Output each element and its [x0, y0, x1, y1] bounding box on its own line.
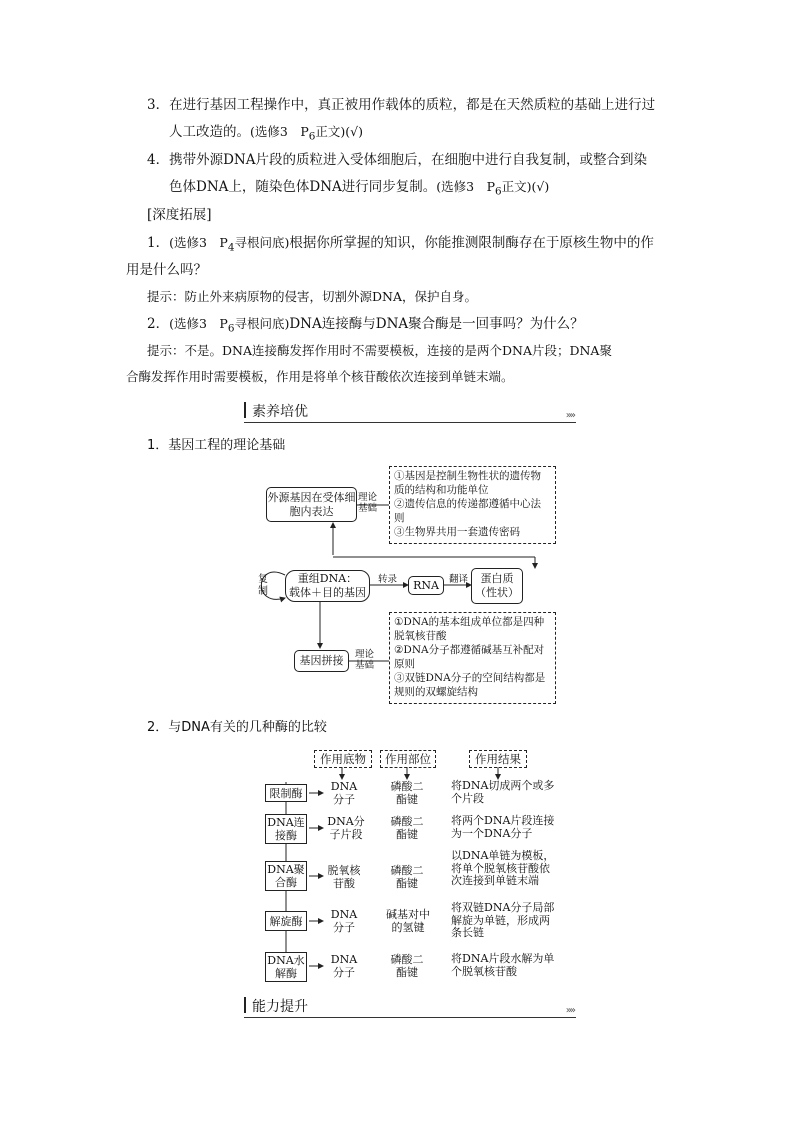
para-3-text: 人工改造的。 [169, 124, 250, 140]
result-cell: 将DNA切成两个或多个片段 [451, 779, 555, 805]
theory-label-2: 理论 基础 [355, 649, 375, 671]
hint-1: 提示：防止外来病原物的侵害，切割外源DNA，保护自身。 [147, 289, 477, 304]
question-1-line1: 1．(选修3 $P_4$寻根问底)根据你所掌握的知识，你能推测限制酶存在于原核生物中的作 [147, 235, 654, 254]
question-2: 2．(选修3 $P_6$寻根问底)DNA连接酶与DNA聚合酶是一回事吗？为什么？ [147, 316, 584, 335]
express-box: 外源基因在受体细胞内表达 [266, 487, 357, 522]
enzyme-helicase: 解旋酶 [265, 911, 307, 931]
hint-2-line1: 提示：不是。DNA连接酶发挥作用时不需要模板，连接的是两个DNA片段；DNA聚 [147, 343, 612, 358]
theory-label-1: 理论 基础 [358, 492, 378, 514]
site-cell: 磷酸二酯键 [390, 780, 424, 806]
substrate-cell: DNA分子 [330, 908, 358, 934]
para-3-source: (选修3 $P_6$正文)(√) [250, 124, 363, 143]
question-2-source: (选修3 $P_6$寻根问底) [169, 316, 290, 335]
protein-box: 蛋白质 （性状） [471, 568, 523, 604]
translate-label: 翻译 [449, 574, 469, 585]
header-result: 作用结果 [469, 750, 527, 768]
gene-splice-box: 基因拼接 [294, 650, 349, 672]
site-cell: 碱基对中的氢键 [386, 908, 430, 934]
site-cell: 磷酸二酯键 [390, 864, 424, 890]
subheading-enzymes: 2．与DNA有关的几种酶的比较 [147, 720, 327, 735]
para-3-line1: 3．在进行基因工程操作中，真正被用作载体的质粒，都是在天然质粒的基础上进行过 [147, 97, 656, 113]
result-cell: 将双链DNA分子局部解旋为单链，形成两条长链 [451, 901, 555, 939]
replicate-label: 复制 [258, 574, 268, 597]
result-cell: 将两个DNA片段连接为一个DNA分子 [451, 814, 555, 840]
para-4-line1: 4．携带外源DNA片段的质粒进入受体细胞后，在细胞中进行自我复制，或整合到染 [147, 152, 647, 168]
section-marker [244, 997, 246, 1013]
theory-1-item: ①基因是控制生物性状的遗传物质的结构和功能单位 [394, 470, 541, 496]
theory-2-item: ②DNA分子都遵循碱基互补配对原则 [394, 644, 545, 670]
theory-box-2 [389, 612, 556, 704]
result-cell: 以DNA单链为模板，将单个脱氧核苷酸依次连接到单链末端 [451, 849, 555, 887]
para-4-text: 色体DNA上，随染色体DNA进行同步复制。 [169, 179, 437, 195]
double-chevron-icon: »» [565, 1005, 574, 1016]
question-1-line2: 用是什么吗？ [126, 262, 207, 278]
substrate-cell: DNA分子 [330, 780, 358, 806]
section-title: 能力提升 [252, 999, 308, 1015]
theory-box-1 [389, 466, 556, 544]
theory-1-item: ②遗传信息的传递都遵循中心法则 [394, 498, 541, 524]
hint-2-line2: 合酶发挥作用时需要模板，作用是将单个核苷酸依次连接到单链末端。 [126, 369, 514, 384]
section-bar-ability [244, 995, 576, 1018]
substrate-cell: 脱氧核苷酸 [327, 864, 361, 890]
enzyme-restriction: 限制酶 [265, 784, 307, 802]
double-chevron-icon: »» [565, 410, 574, 421]
header-site: 作用部位 [380, 750, 436, 768]
recombinant-dna-box: 重组DNA： 载体＋目的基因 [285, 570, 370, 602]
header-substrate: 作用底物 [314, 750, 372, 768]
para-4-source: (选修3 $P_6$正文)(√) [436, 179, 550, 198]
subheading-theory: 1．基因工程的理论基础 [147, 438, 286, 453]
enzyme-hydrolase: DNA水解酶 [265, 952, 307, 982]
section-title: 素养培优 [252, 404, 308, 420]
substrate-cell: DNA分子 [330, 953, 358, 979]
enzyme-polymerase: DNA聚合酶 [265, 861, 307, 891]
theory-2-item: ③双链DNA分子的空间结构都是规则的双螺旋结构 [394, 672, 546, 698]
deep-expansion-heading: [深度拓展] [147, 207, 212, 223]
substrate-cell: DNA分子片段 [327, 815, 365, 841]
site-cell: 磷酸二酯键 [390, 953, 424, 979]
transcribe-label: 转录 [378, 574, 398, 585]
theory-2-item: ①DNA的基本组成单位都是四种脱氧核苷酸 [394, 616, 545, 642]
result-cell: 将DNA片段水解为单个脱氧核苷酸 [451, 952, 555, 978]
site-cell: 磷酸二酯键 [390, 815, 424, 841]
rna-box: RNA [408, 576, 444, 595]
question-1-source: (选修3 $P_4$寻根问底) [169, 235, 290, 254]
enzyme-ligase: DNA连接酶 [265, 814, 307, 844]
theory-1-item: ③生物界共用一套遗传密码 [394, 526, 520, 538]
